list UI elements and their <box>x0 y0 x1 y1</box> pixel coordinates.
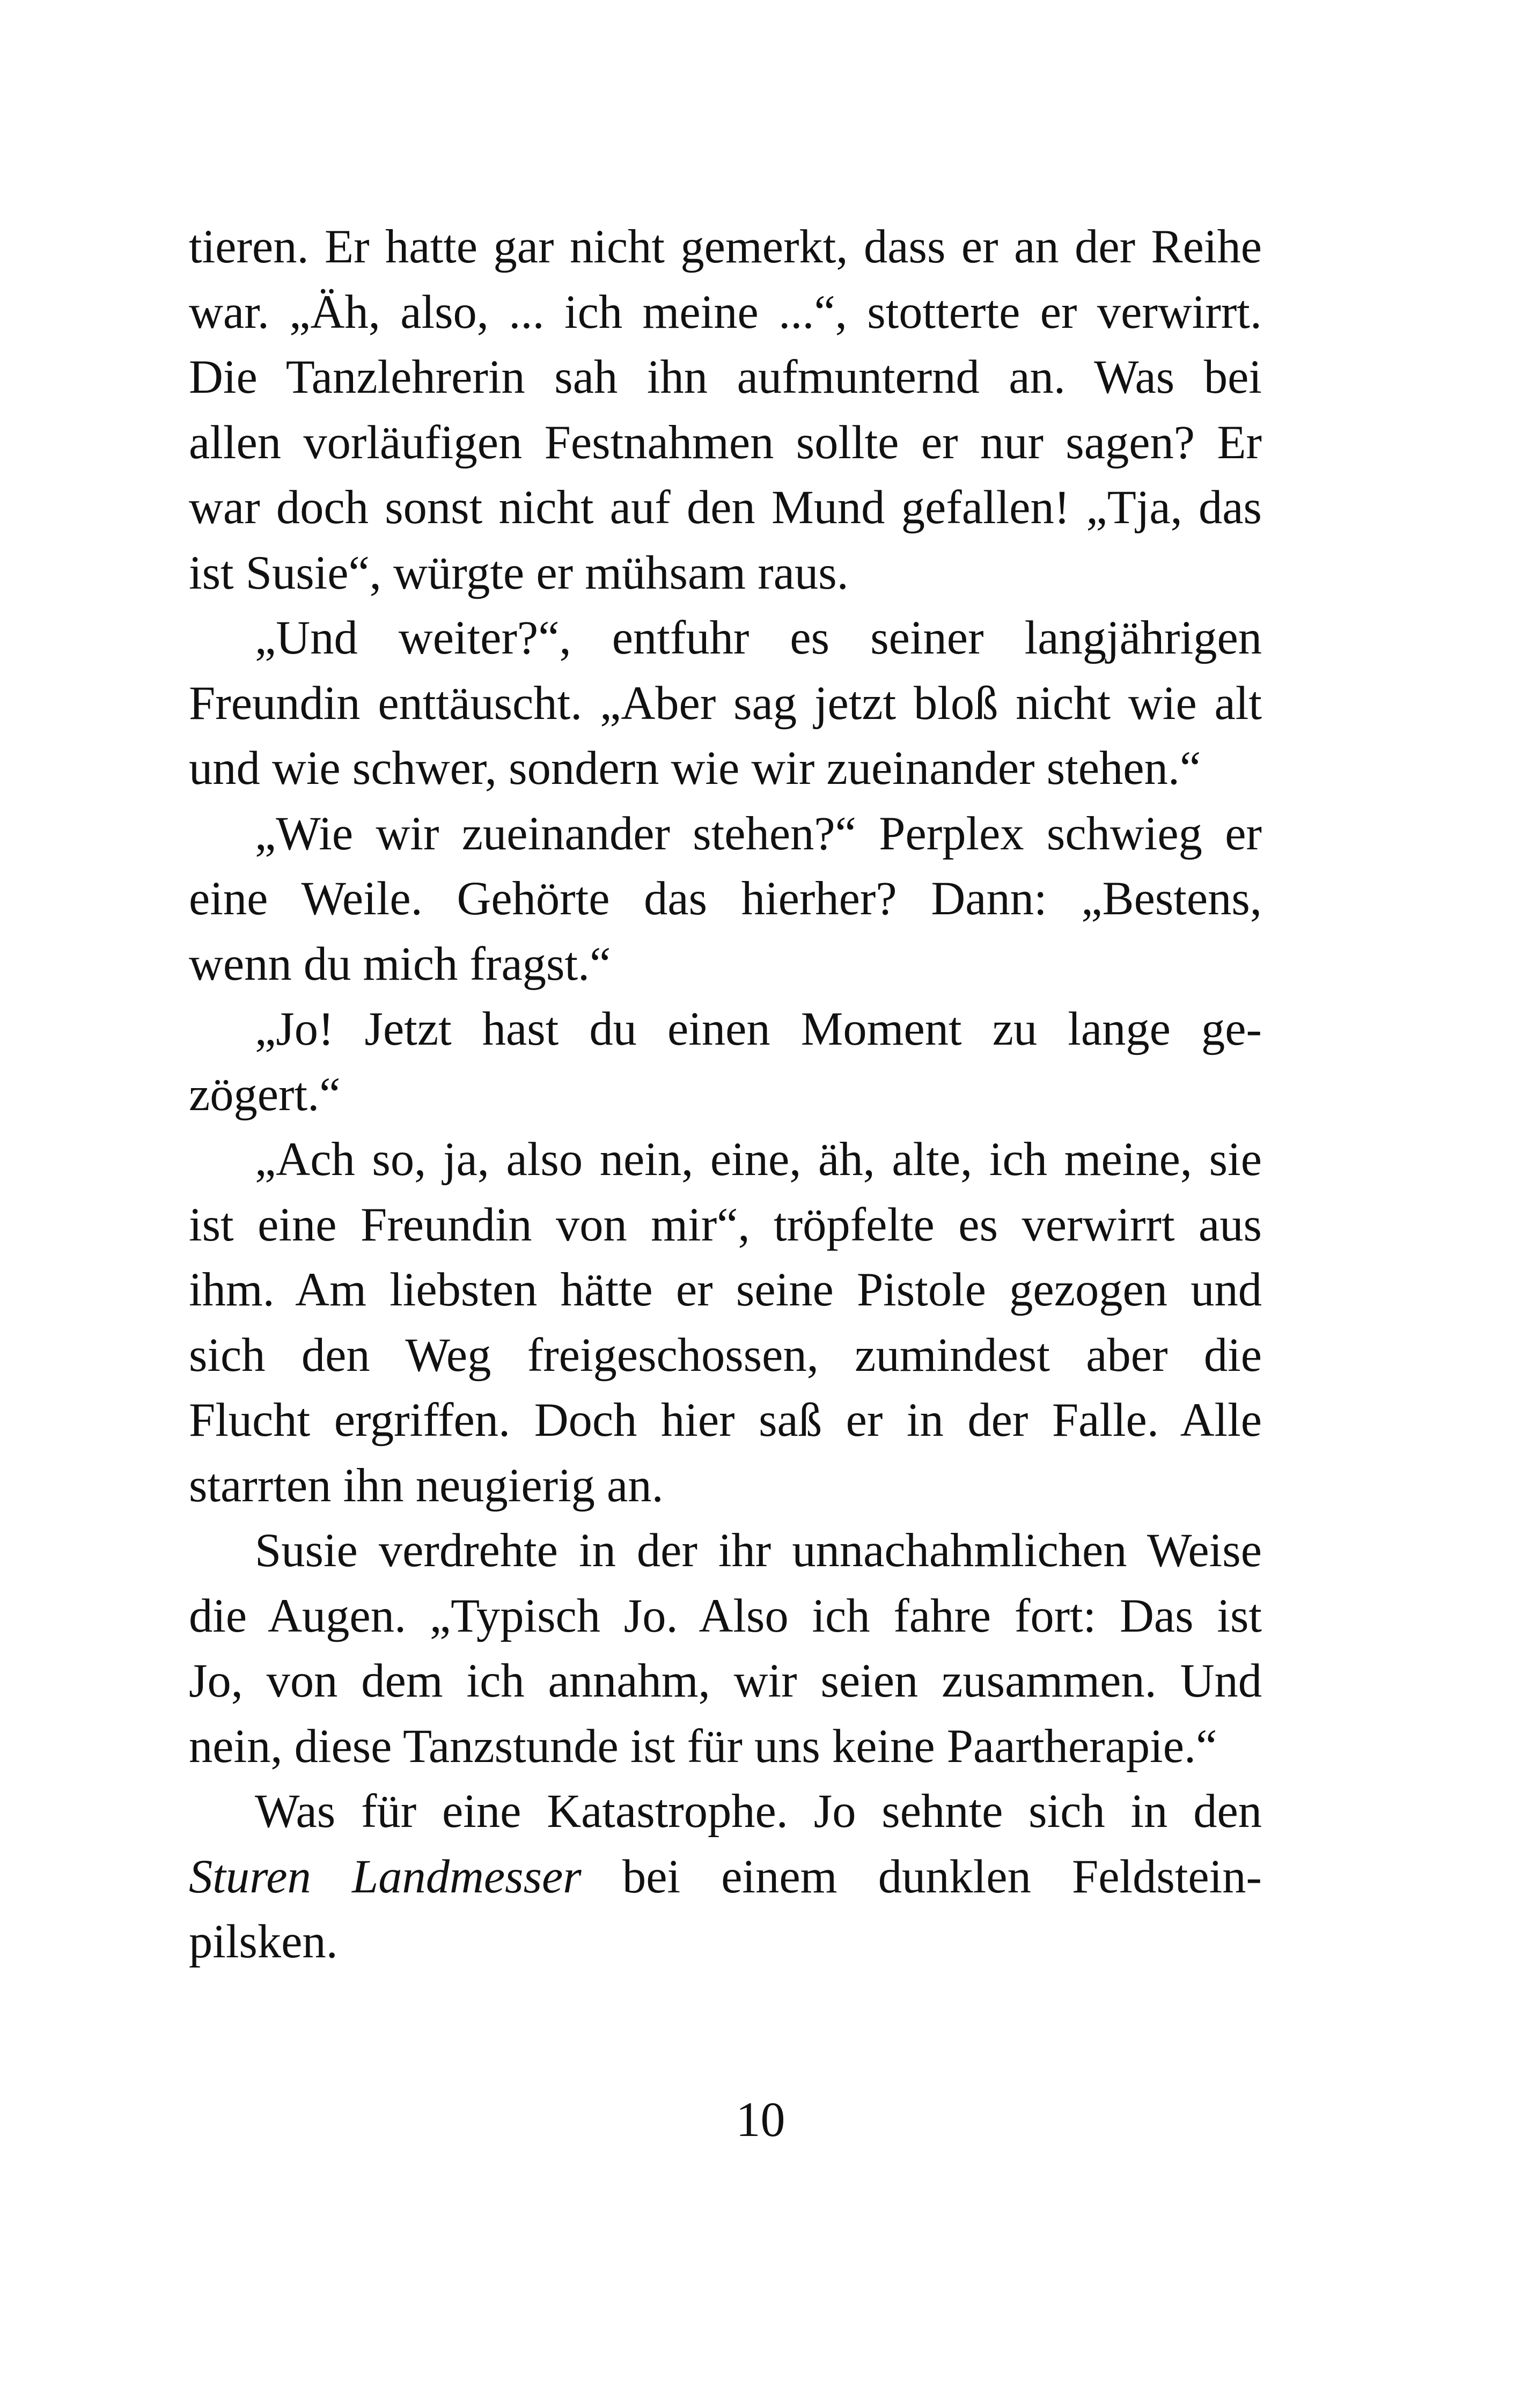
text-line: „Ach so, ja, also nein, eine, äh, alte, ich meine, sie <box>255 1133 1262 1186</box>
page-number: 10 <box>736 2092 785 2147</box>
text-line: allen vorläufigen Festnahmen sollte er nur sagen? Er <box>189 416 1262 469</box>
body-text <box>189 215 1262 1975</box>
italic-pub-name: Sturen Landmesser <box>189 1850 582 1903</box>
text-line: ist eine Freundin von mir“, tröpfelte es verwirrt aus <box>189 1198 1262 1251</box>
text-line: nein, diese Tanzstunde ist für uns keine Paartherapie.“ <box>189 1720 1217 1773</box>
text-line: sich den Weg freigeschossen, zumindest aber die <box>189 1328 1262 1382</box>
text-line: „Und weiter?“, entfuhr es seiner langjährigen <box>255 612 1262 664</box>
text-line: war. „Äh, also, ... ich meine ...“, stotterte er verwirrt. <box>189 285 1262 339</box>
text-line: wenn du mich fragst.“ <box>189 937 611 990</box>
text-line: „Wie wir zueinander stehen?“ Perplex schwieg er <box>255 807 1262 860</box>
text-line: ihm. Am liebsten hätte er seine Pistole gezogen und <box>189 1264 1262 1316</box>
text-fragment: bei einem dunklen Feldstein- <box>622 1850 1262 1903</box>
text-line: Die Tanzlehrerin sah ihn aufmunternd an. Was bei <box>189 351 1262 403</box>
text-line: eine Weile. Gehörte das hierher? Dann: „Bestens, <box>189 872 1262 925</box>
text-line: war doch sonst nicht auf den Mund gefallen! „Tja, das <box>189 481 1262 534</box>
text-line: tieren. Er hatte gar nicht gemerkt, dass er an der Reihe <box>189 221 1262 273</box>
text-line: pilsken. <box>189 1915 338 1968</box>
text-line: die Augen. „Typisch Jo. Also ich fahre fort: Das ist <box>189 1589 1262 1642</box>
text-line: Flucht ergriffen. Doch hier saß er in der Falle. Alle <box>189 1394 1262 1447</box>
text-line: und wie schwer, sondern wie wir zueinander stehen.“ <box>189 742 1201 795</box>
text-line: „Jo! Jetzt hast du einen Moment zu lange ge- <box>255 1003 1262 1055</box>
text-line <box>189 1845 1262 1910</box>
text-line: Jo, von dem ich annahm, wir seien zusammen. Und <box>189 1655 1262 1707</box>
text-line: starrten ihn neugierig an. <box>189 1459 664 1512</box>
text-line: Freundin enttäuscht. „Aber sag jetzt bloß nicht wie alt <box>189 677 1262 730</box>
text-line: Was für eine Katastrophe. Jo sehnte sich in den <box>255 1785 1262 1838</box>
text-line: Susie verdrehte in der ihr unnachahmlichen Weise <box>255 1524 1262 1577</box>
text-line: zögert.“ <box>189 1068 341 1121</box>
text-line: ist Susie“, würgte er mühsam raus. <box>189 546 849 599</box>
